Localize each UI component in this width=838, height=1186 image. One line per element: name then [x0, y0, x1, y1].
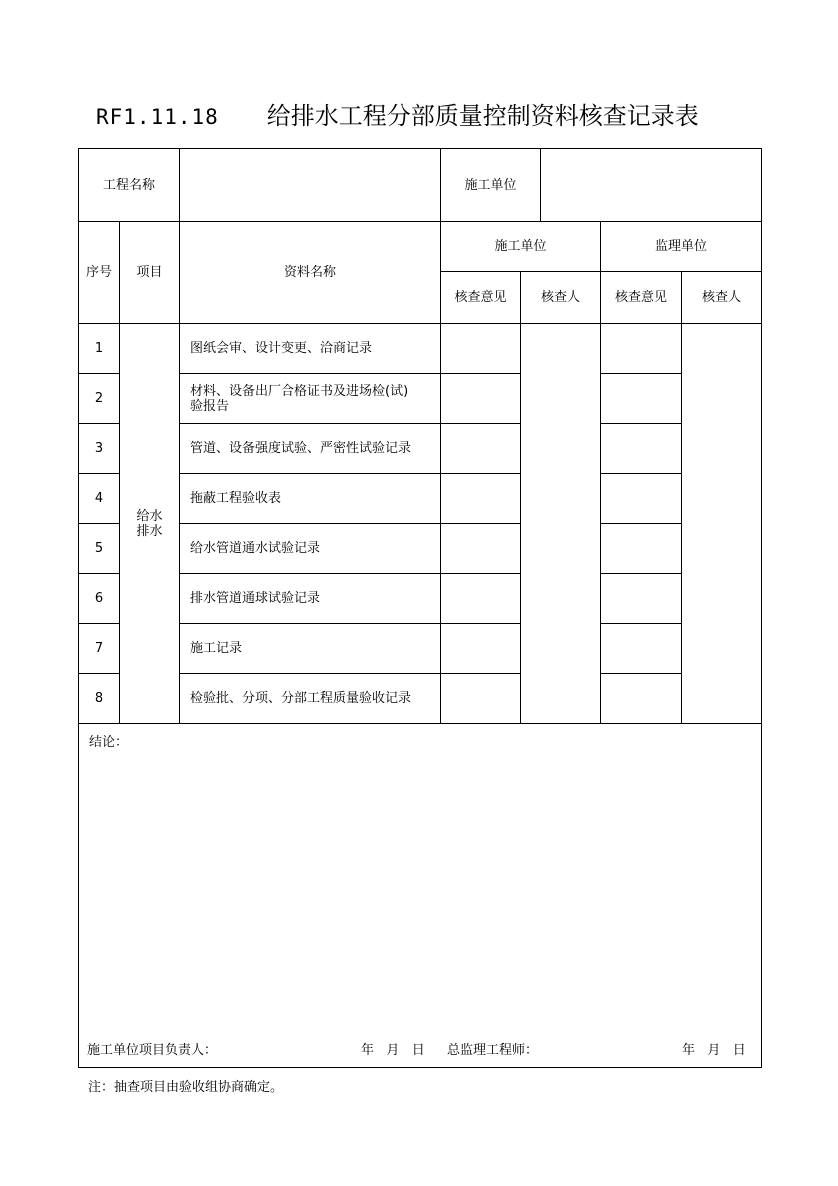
row-3-name: 管道、设备强度试验、严密性试验记录 — [190, 441, 412, 456]
row-8-no: 8 — [94, 691, 104, 706]
row-4-no: 4 — [94, 491, 104, 506]
row-6-name: 排水管道通球试验记录 — [190, 591, 321, 606]
column-item: 项目 — [136, 265, 163, 280]
row-2-name: 材料、设备出厂合格证书及进场检(试) 验报告 — [190, 383, 409, 414]
column-doc-name: 资料名称 — [283, 265, 336, 280]
column-contractor-checker: 核查人 — [540, 290, 580, 305]
footnote: 注：抽查项目由验收组协商确定。 — [88, 1080, 284, 1095]
supervisor-date: 年 月 日 — [682, 1043, 746, 1058]
column-contractor-group: 施工单位 — [494, 239, 547, 254]
row-8-name: 检验批、分项、分部工程质量验收记录 — [190, 691, 412, 706]
row-1-name: 图纸会审、设计变更、洽商记录 — [190, 341, 373, 356]
column-supervisor-group: 监理单位 — [654, 239, 707, 254]
inspection-form-table — [78, 148, 762, 1068]
column-seq: 序号 — [85, 265, 112, 280]
column-supervisor-checker: 核查人 — [701, 290, 741, 305]
project-name-field[interactable] — [180, 149, 440, 221]
item-category: 给水 排水 — [136, 508, 163, 539]
column-supervisor-opinion: 核查意见 — [614, 290, 667, 305]
contractor-field[interactable] — [541, 149, 761, 221]
form-title: 给排水工程分部质量控制资料核查记录表 — [266, 102, 699, 130]
project-name-label: 工程名称 — [102, 177, 155, 193]
row-1-no: 1 — [94, 341, 104, 356]
row-2-no: 2 — [94, 391, 104, 406]
form-code: RF1.11.18 — [96, 105, 219, 129]
row-7-name: 施工记录 — [190, 641, 243, 656]
row-7-no: 7 — [94, 641, 104, 656]
contractor-label: 施工单位 — [464, 177, 517, 193]
row-5-name: 给水管道通水试验记录 — [190, 541, 321, 556]
row-5-no: 5 — [94, 541, 104, 556]
contractor-manager-label: 施工单位项目负责人： — [87, 1043, 218, 1058]
row-3-no: 3 — [94, 441, 104, 456]
row-4-name: 拖蔽工程验收表 — [190, 491, 282, 506]
conclusion-label: 结论： — [89, 735, 129, 750]
contractor-date: 年 月 日 — [361, 1043, 425, 1058]
row-6-no: 6 — [94, 591, 104, 606]
column-contractor-opinion: 核查意见 — [454, 290, 507, 305]
page-title — [96, 96, 796, 136]
chief-supervisor-label: 总监理工程师： — [447, 1043, 539, 1058]
